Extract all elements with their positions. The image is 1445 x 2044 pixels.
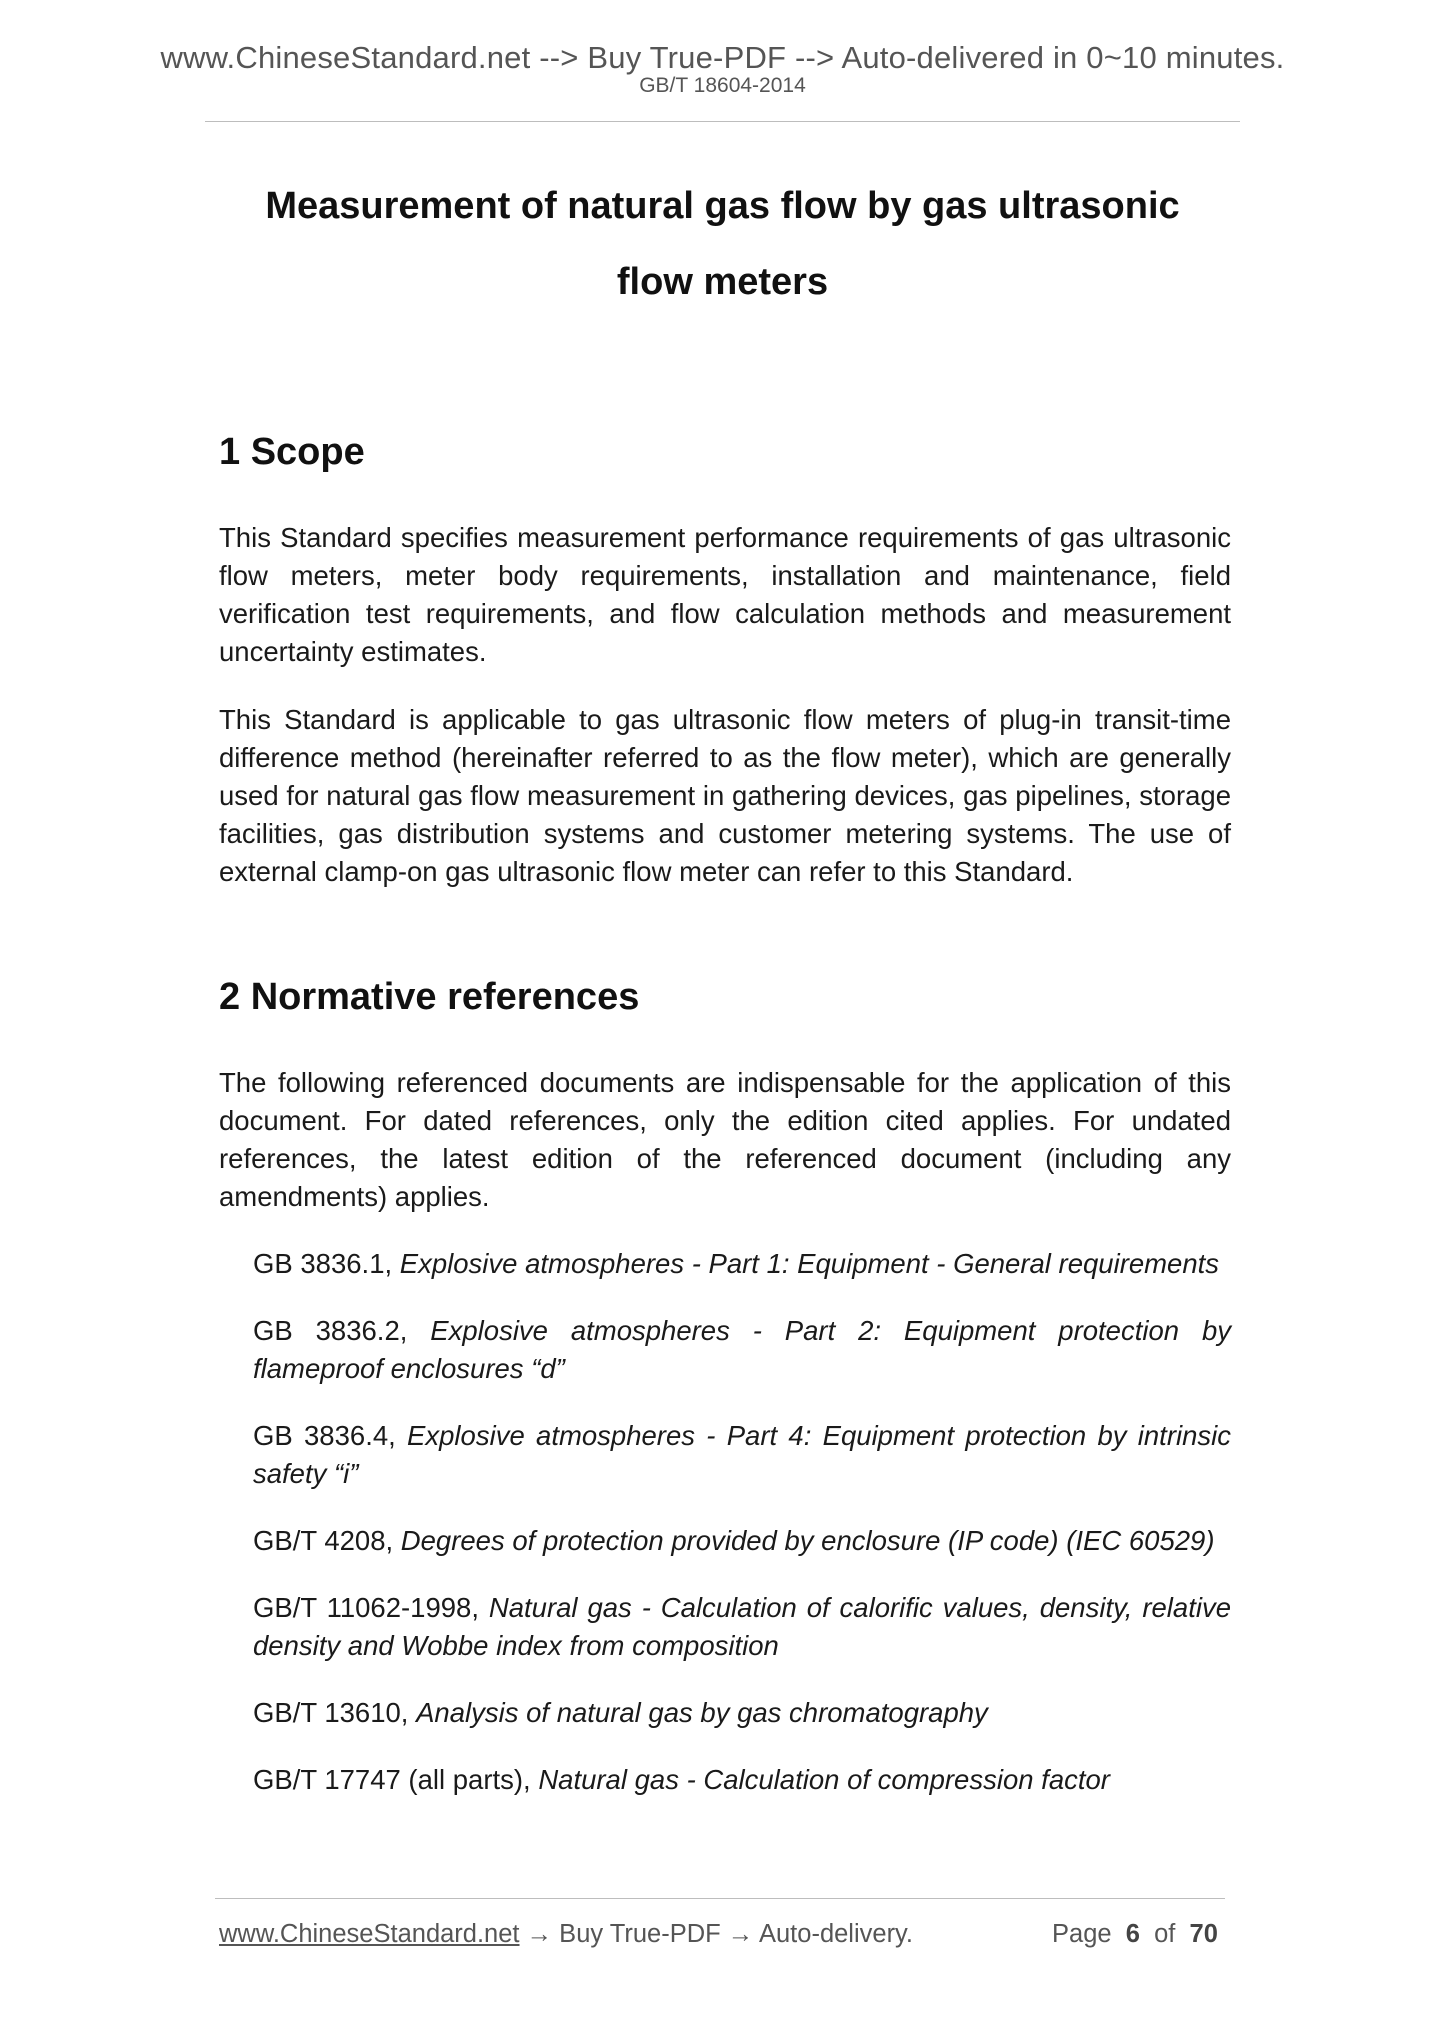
top-banner: www.ChineseStandard.net --> Buy True-PDF --> Auto-delivered in 0~10 minutes. (160, 40, 1285, 75)
reference-title: Analysis of natural gas by gas chromatography (416, 1697, 988, 1728)
reference-title: Natural gas - Calculation of calorific values, density, relative density and Wobbe index from composition (253, 1592, 1231, 1661)
reference-list (253, 1245, 1231, 1828)
reference-item (253, 1694, 1231, 1732)
reference-item (253, 1761, 1231, 1799)
scope-paragraph-2: This Standard is applicable to gas ultrasonic flow meters of plug-in transit-time difference method (hereinafter referred to as the flow meter), which are generally used for natural gas flow measurement in gathering devices, gas pipelines, storage facilities, gas distribution systems and customer metering systems. The use of external clamp-on gas ultrasonic flow meter can refer to this Standard. (219, 704, 1231, 887)
reference-code: GB/T 17747 (all parts), (253, 1764, 539, 1795)
reference-code: GB 3836.4, (253, 1420, 408, 1451)
reference-title: Explosive atmospheres - Part 1: Equipment - General requirements (399, 1248, 1220, 1279)
reference-code: GB 3836.1, (253, 1248, 400, 1279)
of-word: of (1154, 1920, 1176, 1948)
footer-site-link[interactable]: www.ChineseStandard.net (219, 1920, 520, 1948)
reference-item (253, 1245, 1231, 1283)
reference-title: Degrees of protection provided by enclosure (IP code) (IEC 60529) (400, 1525, 1215, 1556)
reference-title: Explosive atmospheres - Part 4: Equipment protection by intrinsic safety “i” (253, 1420, 1231, 1489)
reference-item (253, 1417, 1231, 1493)
normative-intro-paragraph: The following referenced documents are indispensable for the application of this document. For dated references, only the edition cited applies. For undated references, the latest edition of the referenced document (including any amendments) applies. (219, 1067, 1231, 1212)
footer-divider (215, 1898, 1225, 1899)
footer-promo (219, 1919, 913, 1949)
document-title-line-1: Measurement of natural gas flow by gas ultrasonic (265, 185, 1180, 227)
page-word: Page (1052, 1920, 1112, 1948)
document-title (205, 168, 1240, 320)
reference-item (253, 1312, 1231, 1388)
reference-title: Explosive atmospheres - Part 2: Equipment protection by flameproof enclosures “d” (253, 1315, 1232, 1384)
reference-code: GB/T 4208, (253, 1525, 401, 1556)
reference-title: Natural gas - Calculation of compression factor (538, 1764, 1110, 1795)
header-divider (205, 121, 1240, 122)
scope-paragraph-1: This Standard specifies measurement performance requirements of gas ultrasonic flow meters, meter body requirements, installation and maintenance, field verification test requirements, and flow calculation methods and measurement uncertainty estimates. (219, 522, 1231, 667)
reference-item (253, 1589, 1231, 1665)
reference-code: GB/T 13610, (253, 1697, 417, 1728)
page-indicator (1052, 1919, 1218, 1949)
section-heading-normative-references: 2 Normative references (219, 976, 640, 1018)
standard-code: GB/T 18604-2014 (639, 74, 806, 97)
total-page-count: 70 (1189, 1920, 1218, 1948)
current-page-number: 6 (1125, 1920, 1140, 1948)
reference-item (253, 1522, 1231, 1560)
reference-code: GB/T 11062-1998, (253, 1592, 489, 1623)
section-heading-scope: 1 Scope (219, 431, 365, 473)
document-title-line-2: flow meters (616, 261, 829, 303)
reference-code: GB 3836.2, (253, 1315, 431, 1346)
footer-tagline: → Buy True-PDF → Auto-delivery. (519, 1920, 913, 1948)
